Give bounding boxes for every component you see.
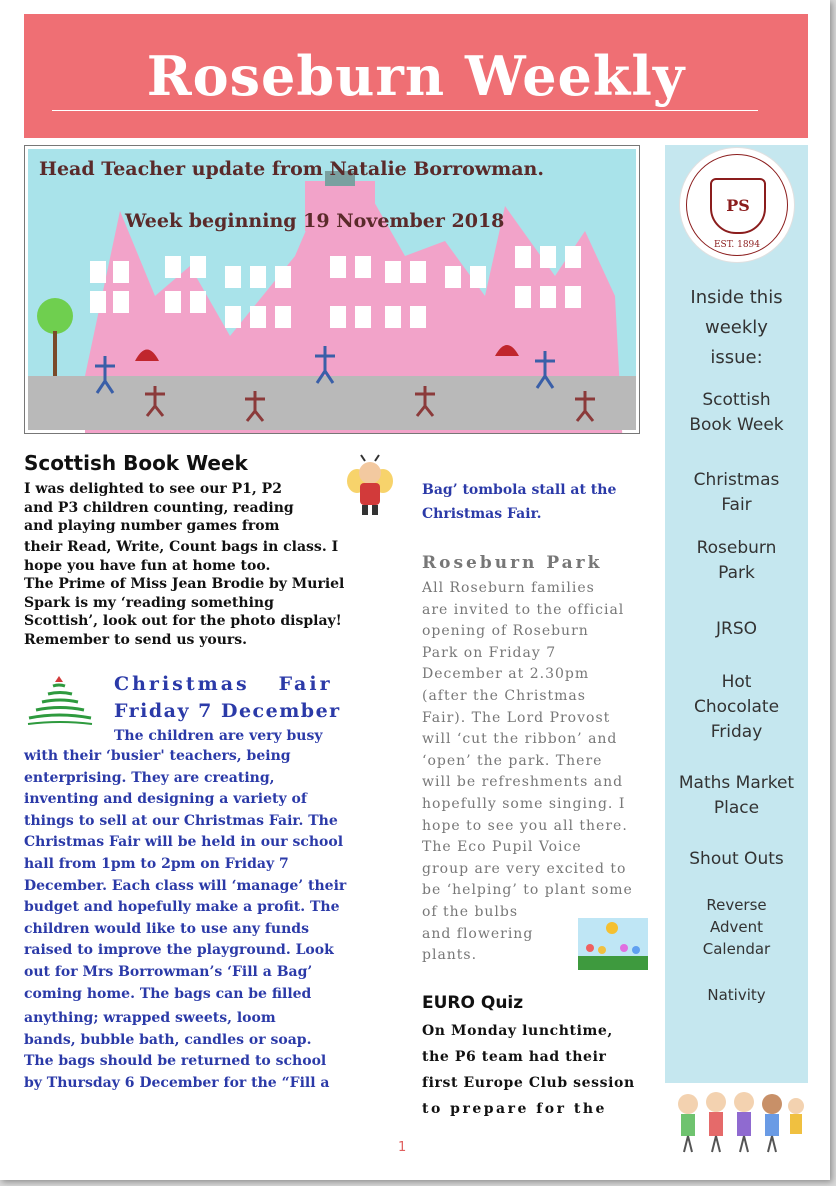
garden-clipart	[578, 918, 648, 970]
masthead	[24, 14, 808, 138]
sidebar-item-reverse-advent-calendar[interactable]: Reverse Advent Calendar	[702, 896, 771, 958]
sidebar-item-christmas-fair[interactable]: Christmas Fair	[693, 470, 780, 515]
christmas-fair-heading: Christmas Fair	[114, 673, 333, 695]
sidebar-heading: Inside this weekly issue:	[690, 287, 783, 368]
christmas-fair-continued: Bag’ tombola stall at the Christmas Fair.	[422, 482, 617, 522]
christmas-fair-subheading: Friday 7 December	[114, 700, 341, 722]
roseburn-park-heading: Roseburn Park	[422, 553, 603, 573]
logo-crest: PS	[710, 178, 766, 234]
logo-est: EST. 1894	[713, 240, 761, 250]
sidebar-item-jrso[interactable]: JRSO	[716, 619, 757, 639]
sidebar-item-hot-chocolate-friday[interactable]: Hot Chocolate Friday	[693, 672, 780, 742]
hero-week: Week beginning 19 November 2018	[125, 210, 505, 232]
euro-quiz-text: On Monday lunchtime, the P6 team had their first Europe Club session to prepare for the	[422, 1023, 635, 1117]
roseburn-park-text: All Roseburn families are invited to the official opening of Roseburn Park on Friday 7 December at 2.30pm (after the Christmas Fair). The Lord Provost will ‘cut the ribbon’ and ‘open’ the park. There will be refreshments and hopefully some singing. I hope to see you all there. The Eco Pupil Voice group are very excited to be ‘helping’ to plant some of the bulbs and flowering plants.	[422, 580, 633, 964]
sidebar-item-maths-market-place[interactable]: Maths Market Place	[678, 773, 795, 818]
book-week-heading: Scottish Book Week	[24, 451, 248, 475]
sidebar-item-scottish-book-week[interactable]: Scottish Book Week	[689, 390, 784, 435]
christmas-fair-text-1: The children are very busy	[114, 728, 323, 744]
euro-quiz-heading: EURO Quiz	[422, 993, 524, 1013]
christmas-fair-text-2: with their ‘busier' teachers, being enterprising. They are creating, inventing and designing a variety of things to sell at our Christmas Fair. The Christmas Fair will be held in our school hall from 1pm to 2pm on Friday 7 December. Each class will ‘manage’ their budget and hopefully make a profit. The children would like to use any funds raised to improve the playground. Look out for Mrs Borrowman’s ‘Fill a Bag’ coming home. The bags can be filled anything; wrapped sweets, loom bands, bubble bath, candles or soap. The bags should be returned to school by Thursday 6 December for the “Fill a	[24, 748, 347, 1091]
school-illustration	[25, 146, 639, 433]
page-number: 1	[398, 1140, 407, 1155]
hero-image	[24, 145, 640, 434]
christmas-tree-icon	[24, 674, 94, 726]
masthead-rule	[52, 110, 758, 111]
school-logo	[679, 147, 795, 263]
hero-title: Head Teacher update from Natalie Borrowman.	[39, 158, 544, 180]
book-week-text-wide: their Read, Write, Count bags in class. I hope you have fun at home too. The Prime of Miss Jean Brodie by Muriel Spark is my ‘reading something Scottish’, look out for the photo display! Remember to send us yours.	[24, 539, 345, 648]
sidebar-item-nativity[interactable]: Nativity	[707, 986, 766, 1004]
sidebar-item-roseburn-park[interactable]: Roseburn Park	[696, 538, 777, 583]
sidebar-item-shout-outs[interactable]: Shout Outs	[689, 849, 784, 869]
newsletter-title: Roseburn Weekly	[146, 44, 686, 108]
children-clipart	[668, 1082, 808, 1158]
book-week-text: I was delighted to see our P1, P2 and P3 children counting, reading and playing number games from	[24, 481, 294, 534]
